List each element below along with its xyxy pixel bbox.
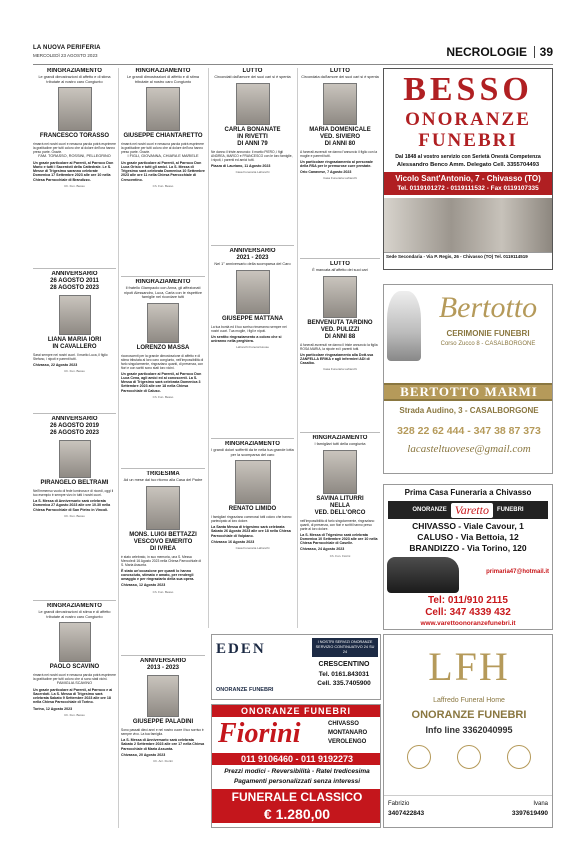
deceased-name: FRANCESCO TORASSO <box>39 133 110 139</box>
deceased-name-2: IN RIVETTI <box>237 133 268 140</box>
lfh-contact-1-phone: 3407422843 <box>388 810 425 817</box>
service-icon <box>507 745 531 769</box>
place-date: Chivasso, 24 Agosto 2023 <box>300 547 345 552</box>
lfh-contact-2-name: Ivana <box>533 801 548 807</box>
obit-intro: I grandi dolori soffertti da te nella tua grande lotta per la scomparsa del caro <box>211 448 294 457</box>
funeral-home-credit: Ch. Fun. Besso <box>152 589 174 594</box>
divider <box>121 468 205 469</box>
lfh-contact-2-phone: 3397619490 <box>511 810 548 817</box>
lfh-advert <box>383 634 553 828</box>
besso-branch: Sede Secondaria - Via P. Regis, 26 - Chivasso (TO) Tel. 0119114519 <box>384 252 552 260</box>
portrait-photo <box>323 83 357 125</box>
obit-mass-notice: Un grazie particolare ai Parenti, al Parroco Don Mario e tutti i Sacerdoti della Cattedrale. Le S. Messe di Trigesimo saranno celebrate Domenica 17 Settembre 2023 alle ore 10 nella Chiesa Parrocchiale di Brandizzo. <box>33 160 114 182</box>
funeral-home-credit: Casa Funeraria Lafranchi <box>323 176 357 181</box>
deceased-name: MONS. LUIGI BETTAZZI <box>129 531 197 538</box>
deceased-name-2: IN CAVALLERO <box>52 344 97 350</box>
deceased-name: BENVENUTA TARDINO <box>307 319 373 326</box>
funeral-home-credit: Ch. Fun. Besso <box>64 712 85 717</box>
header-divider <box>534 46 535 58</box>
anniversary-date: 26 AGOSTO 2019 <box>49 423 100 429</box>
obit-text: nell'impossibilità di farlo singolarmente, ringraziano quanti, di presenza, con fiori e scritti hanno preso parte al loro dolore. <box>300 518 375 531</box>
obit-text: rimarrà nei nostri cuori e nessuna parola potrà esprimere la gratitudine per tutti coloro che al dolore dell'ora hanno preso parte. Grazie. <box>121 142 205 154</box>
ringraziamento-liturri <box>300 435 380 558</box>
lutto-tardino <box>300 261 380 371</box>
besso-sub1: ONORANZE <box>405 109 531 130</box>
eden-town: CRESCENTINO <box>318 661 370 668</box>
fiorini-line-2: Pagamenti personalizzati senza interessi <box>233 778 361 785</box>
portrait-photo <box>236 270 270 314</box>
portrait-photo <box>146 486 180 530</box>
obit-type: RINGRAZIAMENTO <box>47 68 102 74</box>
obit-thanks: Un particolare ringraziamento al personale della RSA per le premurose cure prestate. <box>300 159 373 168</box>
besso-tagline: Dal 1848 al vostro servizio con Serietà Onestà Competenza <box>395 154 541 160</box>
deceased-title: VESCOVO EMERITO <box>133 538 193 545</box>
fiorini-price: € 1.280,00 <box>212 805 381 823</box>
varetto-logo-right: FUNEBRI <box>496 507 524 513</box>
obit-mass-notice: Un grazie particolare ai Parenti, al Parroco Don Luca Cena, agli amici ed ai conoscenti. La S. Messa di Trigesimo sarà celebrata Domenica 3 Settembre 2023 alle ore 18 nella Chiesa Parrocchiale di Caluso. <box>121 371 202 393</box>
obit-type: ANNIVERSARIO <box>51 416 98 422</box>
obit-type: LUTTO <box>330 68 350 74</box>
obit-intro: Le grandi dimostrazioni di stima e di affetto tributate al nostro caro Congiunto <box>38 610 111 619</box>
obituary-chiantaretto <box>121 68 205 188</box>
obit-type: LUTTO <box>242 68 263 74</box>
obit-text: Nell'immenso vuoto di fede luminosa e di ricordi, oggi il tuo esempio è sempre vivo in tutti i nostri cuori. <box>33 489 114 497</box>
deceased-name: GIUSEPPE MATTANA <box>221 315 284 322</box>
besso-building-photo <box>384 198 552 252</box>
page-header <box>33 44 553 63</box>
varetto-address-2: CALUSO - Via Bettoia, 12 <box>417 532 519 542</box>
divider <box>300 432 380 433</box>
eden-advert <box>211 634 381 700</box>
anniversary-date: 26 AGOSTO 2011 <box>50 278 99 284</box>
deceased-age: DI ANNI 80 <box>324 140 356 147</box>
column-rule <box>118 68 119 828</box>
eden-phone: Tel. 0161.843031 <box>318 671 370 678</box>
varetto-website: www.varettoonoranzefunebri.it <box>420 620 516 627</box>
lfh-logo: LFH <box>428 644 510 689</box>
besso-sub2: FUNEBRI <box>418 130 518 151</box>
ringraziamento-limido <box>211 441 294 550</box>
deceased-name: LIANA MARIA IORI <box>47 337 102 343</box>
varetto-phone: Tel: 011/910 2115 <box>428 595 508 606</box>
fiorini-logo: Fiorini <box>218 718 301 749</box>
deceased-name: LORENZO MASSA <box>136 344 190 351</box>
place-date: Chivasso, 12 Agosto 2023 <box>121 583 166 588</box>
besso-phones: Tel. 0119101272 - 0119111532 - Fax 0119107335 <box>397 185 539 192</box>
varetto-logo-left: ONORANZE <box>412 507 447 513</box>
portrait-photo <box>58 87 92 131</box>
fiorini-towns: CHIVASSO MONTANARO VEROLENGO <box>328 721 368 745</box>
obit-intro: Circondati dall'amore dei suoi cari si è spenta <box>214 75 291 79</box>
divider <box>33 268 116 269</box>
portrait-photo <box>323 276 357 318</box>
trigesima-bettazzi <box>121 471 205 594</box>
family-names: FAMIGLIA SCAVINO <box>56 681 93 685</box>
funeral-home-credit: Lafranchi Funeral House <box>236 345 269 350</box>
page-number: 39 <box>539 45 553 59</box>
hearse-car-image <box>387 557 459 593</box>
eden-cell: Cell. 335.7405900 <box>317 680 371 687</box>
obit-type: RINGRAZIAMENTO <box>135 68 191 74</box>
bertotto-advert <box>383 284 553 474</box>
place-date: Chivasso, 22 Agosto 2023 <box>33 363 78 367</box>
fiorini-top-band: ONORANZE FUNEBRI <box>212 705 380 717</box>
obit-text: Ne danno il triste annuncio: il marito PIERO, i figli ANDREA, MARCO e FRANCESCO con le loro famiglie, i nipoti, i parenti ed amici tutti. <box>211 149 293 162</box>
besso-advert <box>383 68 553 270</box>
bertotto-logo: Bertotto <box>438 291 538 324</box>
obit-mass-notice: La S. Messa di Anniversario sarà celebrata Domenica 27 Agosto 2023 alle ore 10.30 nella Chiesa Parrocchiale di San Pietro in Vincoli. <box>33 499 111 512</box>
lfh-subtitle: ONORANZE FUNEBRI <box>411 709 527 721</box>
obit-type: RINGRAZIAMENTO <box>312 435 368 441</box>
obituary-scavino <box>33 603 116 717</box>
anniversary-date: 28 AGOSTO 2023 <box>49 285 100 291</box>
lutto-domenicale <box>300 68 380 180</box>
varetto-email: primaria47@hotmail.it <box>486 569 549 575</box>
obit-intro: È mancata all'affetto dei suoi cari <box>312 268 368 272</box>
obit-type: RINGRAZIAMENTO <box>225 441 280 447</box>
anniversary-date: 2013 - 2023 <box>146 665 180 671</box>
eden-logo: EDEN <box>216 641 266 657</box>
service-icon <box>407 745 431 769</box>
deceased-name-2: VED. PULIZZI <box>320 326 360 333</box>
varetto-cell: Cell: 347 4339 432 <box>425 607 511 618</box>
deceased-name: PAOLO SCAVINO <box>49 664 100 670</box>
besso-red-band <box>384 172 552 195</box>
obit-type: ANNIVERSARIO <box>139 658 186 664</box>
lfh-service-icons <box>394 745 544 779</box>
obit-text: A funerali avvenuti ne danno il triste annuncio la figlia ROSA MARIA, la nipote ed i parenti tutti. <box>300 342 378 351</box>
varetto-headline: Prima Casa Funeraria a Chivasso <box>404 488 532 497</box>
funeral-home-credit: Casa Funeraria Lafranchi <box>323 367 357 372</box>
deceased-name: SAVINA LITURRI <box>316 495 364 502</box>
fiorini-advert <box>211 704 381 828</box>
obit-intro: Le grandi dimostrazioni di affetto e di stima tributate al nostro caro Congiunto <box>38 75 111 84</box>
deceased-name: PIRANGELO BELTRAMI <box>40 480 109 486</box>
divider <box>121 655 205 656</box>
bertotto-marmi-logo: BERTOTTO MARMI <box>400 384 538 399</box>
place-date: Orio Canavese, 7 Agosto 2023 <box>300 170 352 175</box>
obit-intro: Il fratello Giampaolo con Anna, gli affezionati nipoti Alessandro, Luca, Carla con le rispettive famiglie nel ricordare tutti <box>124 286 202 299</box>
family-names: I FIGLI, GIOVANNA, CHIARA E MARIELE <box>127 154 199 158</box>
obit-text: A funerali avvenuti ne danno l'annuncio il figlio con la moglie e parenti tutti. <box>300 149 378 158</box>
bertotto-phones: 328 22 62 444 - 347 38 87 373 <box>397 425 541 437</box>
portrait-photo <box>147 303 179 343</box>
funeral-home-credit: Ch. Fun. Fiorini <box>329 553 351 558</box>
deceased-name: CARLA BONANATE <box>224 126 281 133</box>
obit-type: RINGRAZIAMENTO <box>47 603 102 609</box>
section-title: NECROLOGIE <box>446 45 527 59</box>
obit-text: Sono passati dieci anni e nel nostro cuore il tuo sorriso è sempre vivo. La tua famiglia. <box>121 728 204 736</box>
place-date: Torino, 12 Agosto 2023 <box>33 706 73 711</box>
deceased-name-2: VED. SIVIERO <box>319 133 360 140</box>
divider <box>121 276 205 277</box>
bertotto-address2: Strada Audino, 3 - CASALBORGONE <box>399 406 539 415</box>
portrait-photo <box>235 460 271 504</box>
eden-sub: ONORANZE FUNEBRI <box>216 687 274 693</box>
obit-intro: Nel 1° anniversario della scomparsa del Caro <box>214 262 291 266</box>
deceased-name-2: NELLA <box>330 502 350 509</box>
varetto-advert <box>383 484 553 630</box>
obit-mass-notice: Un grazie particolare ai Parenti, al Parroco e ai Sacerdoti. La S. Messa di Trigesimo sarà celebrata Sabato 9 Settembre 2023 alle ore 18 nella Chiesa Parrocchiale di Torino. <box>33 687 113 705</box>
varetto-address-1: CHIVASSO - Viale Cavour, 1 <box>412 521 524 531</box>
funeral-home-credit: Ch. Fun. Besso <box>64 513 85 518</box>
deceased-name: RENATO LIMIDO <box>228 506 277 512</box>
place-date: Chivasso, 20 Agosto 2023 <box>121 752 166 757</box>
lfh-contact-1-name: Fabrizio <box>388 801 410 807</box>
fiorini-classic: FUNERALE CLASSICO <box>212 789 381 805</box>
divider <box>33 600 116 601</box>
obit-type: ANNIVERSARIO <box>51 271 98 277</box>
obit-text: è stato celebrato, in suo memoria, una S. Messa Mercoledì 16 Agosto 2023 nella Chiesa Parrocchiale di S. Maria Assunta. <box>121 554 202 567</box>
fiorini-phones: 011 9106460 - 011 9192273 <box>212 753 381 765</box>
anniversary-date: 2021 - 2023 <box>236 255 269 261</box>
obit-intro: Circondata dall'amore dei suoi cari si è spenta <box>301 75 379 79</box>
obit-mass-notice: La Santa Messa di trigesimo sarà celebrata Sabato 26 Agosto 2023 alle ore 18 nella Chiesa Parrocchiale di Volpiano. <box>211 525 291 538</box>
bertotto-email: lacasteltuovese@gmail.com <box>407 443 531 455</box>
deceased-name-3: VED. DELL'ORCO <box>314 509 366 516</box>
divider <box>33 413 116 414</box>
anniversary-paladini <box>121 658 205 763</box>
portrait-photo <box>236 83 270 125</box>
bertotto-marmi-band <box>384 383 553 401</box>
varetto-address-3: BRANDIZZO - Via Torino, 120 <box>409 543 527 553</box>
deceased-age: DI ANNI 88 <box>324 333 356 340</box>
obit-mass-notice: Un grazie particolare ai Parenti, al Parroco Don Luca Grisio e tutti gli amici. La S. Messa di Trigesimo sarà celebrata Domenica 10 Settembre 2023 alle ore 11 nella Chiesa Parrocchiale di Crescentino. <box>121 160 205 182</box>
besso-contact: Alessandro Benco Amm. Delegato Cell. 3355704493 <box>396 162 540 168</box>
obit-text: rimarrà nei nostri cuori e nessuna parola potrà esprimere la gratitudine per tutti coloro che al dolore dell'ora hanno preso parte. Grazie. <box>33 142 116 154</box>
portrait-photo <box>59 440 91 478</box>
portrait-photo <box>146 87 180 131</box>
family-names: FAM. TORASSO, ROSSINI, PELLEGRINO <box>38 154 111 158</box>
funeral-home-credit: Casa Funeraria Lafranchi <box>235 546 270 551</box>
bertotto-sub: CERIMONIE FUNEBRI <box>446 329 530 338</box>
portrait-photo <box>323 450 357 494</box>
deceased-name: MARIA DOMENICALE <box>309 126 371 133</box>
obit-type: ANNIVERSARIO <box>229 248 276 254</box>
obit-text: La tua bontà ed il tuo sorriso rimarranno sempre nei nostri cuori. Tua moglie, i figli e nipoti. <box>211 324 287 333</box>
funeral-home-credit: Ch. Fun. Besso <box>64 369 85 374</box>
fiorini-line-1: Prezzi modici - Reversibilità - Ratei tredicesima <box>224 768 370 775</box>
service-icon <box>457 745 481 769</box>
funeral-home-credit: Ch. Arc. Fiorini <box>153 759 173 764</box>
obit-type: LUTTO <box>330 261 350 267</box>
varetto-logo: Varetto <box>451 503 493 518</box>
besso-logo: BESSO <box>403 71 533 108</box>
obituary-massa <box>121 279 205 399</box>
obit-text: Sarai sempre nei nostri cuori. Il marito Luca, il figlio Stefano, i nipoti e parenti tutti. <box>33 353 108 361</box>
portrait-photo <box>147 675 179 717</box>
deceased-name: GIUSEPPE CHIANTARETTO <box>123 133 203 139</box>
newspaper-name: LA NUOVA PERIFERIA <box>33 45 101 51</box>
obit-intro: I famigliari tutti della congiunta <box>314 442 366 446</box>
lfh-name: Laffredo Funeral Home <box>433 697 505 704</box>
place-date: Chivasso 16 Agosto 2023 <box>211 539 255 544</box>
lfh-infoline: Info line 3362040995 <box>425 725 513 735</box>
funeral-home-credit: Ch. Fun. Besso <box>152 394 174 399</box>
obit-type: RINGRAZIAMENTO <box>135 279 191 285</box>
obit-type: TRIGESIMA <box>146 471 180 477</box>
deceased-age: DI ANNI 79 <box>237 140 268 147</box>
portrait-photo <box>59 622 91 662</box>
divider <box>211 245 294 246</box>
anniversary-beltrami <box>33 416 116 518</box>
obit-mass-notice: La S. Messa di Anniversario sarà celebrata Sabato 2 Settembre 2023 alle ore 17 nella Chiesa Parrocchiale di Maria Assunta. <box>121 738 205 751</box>
varetto-logo-band <box>388 501 548 519</box>
obit-mass-notice: La S. Messa di Trigesimo sarà celebrata Domenica 10 Settembre 2023 alle ore 10 nella Chiesa Parrocchiale di Caselle. <box>300 532 378 546</box>
obit-intro: Le grandi dimostrazioni di affetto e di stima tributate al nostro caro Congiunto <box>126 75 200 84</box>
obit-thanks: Un sentito ringraziamento a coloro che si uniranno nella preghiera. <box>211 334 282 343</box>
obituary-torasso <box>33 68 116 188</box>
place-date: Piazza di Lauriano, 11 Agosto 2023 <box>211 163 271 168</box>
angel-statue-image <box>387 291 421 361</box>
obit-text: I famigliari ringraziano commossi tutti coloro che hanno partecipato al loro dolore. <box>211 515 292 523</box>
funeral-home-credit: Ch. Fun. Besso <box>64 183 85 188</box>
divider <box>300 258 380 259</box>
eden-service-box: I NOSTRI SERVIZI ONORANZE SERVIZIO CONTINUATIVO 24 SU 24 <box>312 638 378 657</box>
obit-text: rimarrà nei nostri cuori e nessuna parola potrà esprimere la gratitudine per tutti coloro che ci sono stati vicini. <box>33 673 116 681</box>
issue-date: MERCOLEDÌ 23 AGOSTO 2023 <box>33 53 98 58</box>
lutto-bonanate <box>211 68 294 174</box>
obit-mass-notice: È stato un'occasione per quanti lo hanno conosciuto, stimato e amato, per rendergli omaggio e per ringraziarlo della sua opera. <box>121 568 195 582</box>
anniversary-iori <box>33 271 116 373</box>
obit-text: riconoscenti per la grande dimostrazione di affetto e di stima tributata al loro caro congiunto, nell'impossibilità di farlo singolarmente, ringraziano quanti, di presenza, con fiori e con scritti sono stati loro vicini. <box>121 353 204 370</box>
besso-address: Vicolo Sant'Antonio, 7 - Chivasso (TO) <box>395 174 541 183</box>
column-rule <box>208 68 209 628</box>
anniversary-date: 26 AGOSTO 2023 <box>49 430 100 436</box>
funeral-home-credit: Casa Funeraria Lafranchi <box>235 169 270 174</box>
deceased-title-2: DI IVREA <box>149 545 176 552</box>
obit-thanks: Un particolare ringraziamento alla Dott.ssa ZANFELLA ERIKA e agli infermieri ADI di Casalbo. <box>300 352 374 366</box>
bertotto-address1: Corso Zucco 8 - CASALBORGONE <box>440 341 536 347</box>
portrait-photo <box>59 295 91 335</box>
divider <box>211 438 294 439</box>
obit-intro: Ad un mese dal tuo ritorno alla Casa del Padre <box>123 478 203 482</box>
anniversary-mattana <box>211 248 294 349</box>
funeral-home-credit: Ch. Fun. Besso <box>152 183 174 188</box>
column-rule <box>297 68 298 628</box>
deceased-name: GIUSEPPE PALADINI <box>132 719 194 725</box>
header-rule <box>33 64 553 65</box>
